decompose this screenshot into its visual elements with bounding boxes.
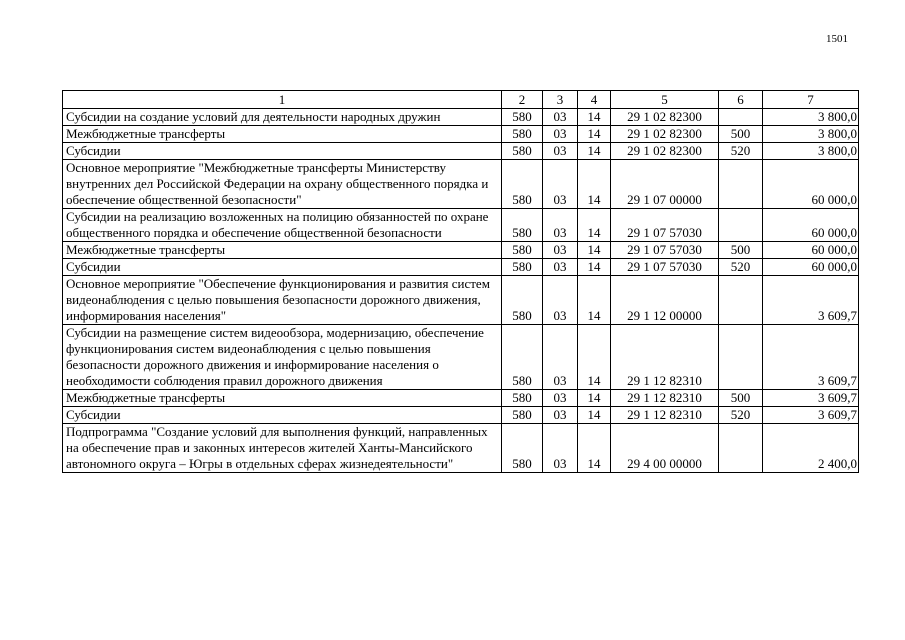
row-col-3: 03 xyxy=(543,407,578,424)
row-col-2: 580 xyxy=(502,276,543,325)
header-row xyxy=(63,91,859,109)
header-col-7: 7 xyxy=(763,91,859,109)
row-col-2: 580 xyxy=(502,126,543,143)
row-col-5: 29 1 02 82300 xyxy=(611,143,719,160)
row-col-2: 580 xyxy=(502,390,543,407)
row-amount: 3 800,0 xyxy=(763,143,859,160)
row-name: Основное мероприятие "Обеспечение функционирования и развития систем видеонаблюдения с целью повышения безопасности дорожного движения, информирования населения" xyxy=(63,276,502,325)
row-amount: 3 800,0 xyxy=(763,109,859,126)
row-col-4: 14 xyxy=(578,242,611,259)
row-name: Субсидии на реализацию возложенных на полицию обязанностей по охране общественного порядка и обеспечение общественной безопасности xyxy=(63,209,502,242)
row-col-5: 29 1 07 57030 xyxy=(611,242,719,259)
row-col-4: 14 xyxy=(578,325,611,390)
row-col-6: 500 xyxy=(719,390,763,407)
row-col-4: 14 xyxy=(578,209,611,242)
table-row xyxy=(63,390,859,407)
budget-table xyxy=(62,90,859,473)
row-col-2: 580 xyxy=(502,325,543,390)
row-col-6 xyxy=(719,325,763,390)
row-name: Субсидии на создание условий для деятельности народных дружин xyxy=(63,109,502,126)
row-col-3: 03 xyxy=(543,424,578,473)
row-col-5: 29 1 12 00000 xyxy=(611,276,719,325)
row-col-4: 14 xyxy=(578,259,611,276)
table-row xyxy=(63,242,859,259)
header-col-5: 5 xyxy=(611,91,719,109)
row-col-6 xyxy=(719,109,763,126)
row-col-5: 29 4 00 00000 xyxy=(611,424,719,473)
table-row xyxy=(63,143,859,160)
row-col-6 xyxy=(719,160,763,209)
row-col-2: 580 xyxy=(502,209,543,242)
row-col-4: 14 xyxy=(578,143,611,160)
row-col-5: 29 1 12 82310 xyxy=(611,407,719,424)
row-col-2: 580 xyxy=(502,143,543,160)
row-col-3: 03 xyxy=(543,325,578,390)
row-amount: 3 609,7 xyxy=(763,325,859,390)
row-col-6: 520 xyxy=(719,407,763,424)
page-number: 1501 xyxy=(826,33,848,45)
row-col-4: 14 xyxy=(578,276,611,325)
header-col-4: 4 xyxy=(578,91,611,109)
table-row xyxy=(63,259,859,276)
row-col-5: 29 1 07 57030 xyxy=(611,259,719,276)
row-name: Межбюджетные трансферты xyxy=(63,126,502,143)
row-col-2: 580 xyxy=(502,424,543,473)
row-col-3: 03 xyxy=(543,160,578,209)
row-col-5: 29 1 02 82300 xyxy=(611,126,719,143)
row-name: Межбюджетные трансферты xyxy=(63,390,502,407)
header-col-3: 3 xyxy=(543,91,578,109)
row-col-2: 580 xyxy=(502,407,543,424)
row-col-3: 03 xyxy=(543,109,578,126)
row-col-3: 03 xyxy=(543,143,578,160)
row-col-3: 03 xyxy=(543,259,578,276)
row-col-6: 520 xyxy=(719,259,763,276)
row-name: Субсидии на размещение систем видеообзора, модернизацию, обеспечение функционирования систем видеонаблюдения с целью повышения безопасности дорожного движения и информирование населения о необходимости соблюдения правил дорожного движения xyxy=(63,325,502,390)
row-amount: 60 000,0 xyxy=(763,160,859,209)
row-col-2: 580 xyxy=(502,259,543,276)
row-amount: 60 000,0 xyxy=(763,209,859,242)
table-row xyxy=(63,424,859,473)
row-col-6: 500 xyxy=(719,126,763,143)
row-col-2: 580 xyxy=(502,160,543,209)
row-amount: 3 609,7 xyxy=(763,390,859,407)
table-row xyxy=(63,126,859,143)
row-col-2: 580 xyxy=(502,242,543,259)
row-amount: 3 609,7 xyxy=(763,276,859,325)
header-col-2: 2 xyxy=(502,91,543,109)
row-name: Межбюджетные трансферты xyxy=(63,242,502,259)
row-col-4: 14 xyxy=(578,109,611,126)
row-col-6 xyxy=(719,424,763,473)
row-amount: 60 000,0 xyxy=(763,242,859,259)
row-col-3: 03 xyxy=(543,126,578,143)
row-col-3: 03 xyxy=(543,276,578,325)
row-col-4: 14 xyxy=(578,160,611,209)
row-col-6: 500 xyxy=(719,242,763,259)
row-name: Подпрограмма "Создание условий для выполнения функций, направленных на обеспечение прав и законных интересов жителей Ханты-Мансийского автономного округа – Югры в отдельных сферах жизнедеятельности" xyxy=(63,424,502,473)
row-col-4: 14 xyxy=(578,407,611,424)
row-amount: 3 800,0 xyxy=(763,126,859,143)
row-col-5: 29 1 07 57030 xyxy=(611,209,719,242)
table-row xyxy=(63,325,859,390)
row-name: Основное мероприятие "Межбюджетные трансферты Министерству внутренних дел Российской Федерации на охрану общественного порядка и обеспечение общественной безопасности" xyxy=(63,160,502,209)
row-col-3: 03 xyxy=(543,390,578,407)
row-col-5: 29 1 07 00000 xyxy=(611,160,719,209)
table-row xyxy=(63,276,859,325)
header-col-1: 1 xyxy=(63,91,502,109)
row-col-5: 29 1 12 82310 xyxy=(611,325,719,390)
row-amount: 60 000,0 xyxy=(763,259,859,276)
row-col-4: 14 xyxy=(578,126,611,143)
row-col-3: 03 xyxy=(543,242,578,259)
row-amount: 3 609,7 xyxy=(763,407,859,424)
row-col-5: 29 1 12 82310 xyxy=(611,390,719,407)
header-col-6: 6 xyxy=(719,91,763,109)
table-row xyxy=(63,209,859,242)
row-name: Субсидии xyxy=(63,143,502,160)
row-col-2: 580 xyxy=(502,109,543,126)
row-name: Субсидии xyxy=(63,407,502,424)
row-amount: 2 400,0 xyxy=(763,424,859,473)
table-row xyxy=(63,407,859,424)
table-body xyxy=(63,109,859,473)
row-col-6: 520 xyxy=(719,143,763,160)
table-row xyxy=(63,160,859,209)
row-name: Субсидии xyxy=(63,259,502,276)
row-col-6 xyxy=(719,209,763,242)
row-col-3: 03 xyxy=(543,209,578,242)
row-col-5: 29 1 02 82300 xyxy=(611,109,719,126)
table-row xyxy=(63,109,859,126)
row-col-6 xyxy=(719,276,763,325)
row-col-4: 14 xyxy=(578,424,611,473)
row-col-4: 14 xyxy=(578,390,611,407)
